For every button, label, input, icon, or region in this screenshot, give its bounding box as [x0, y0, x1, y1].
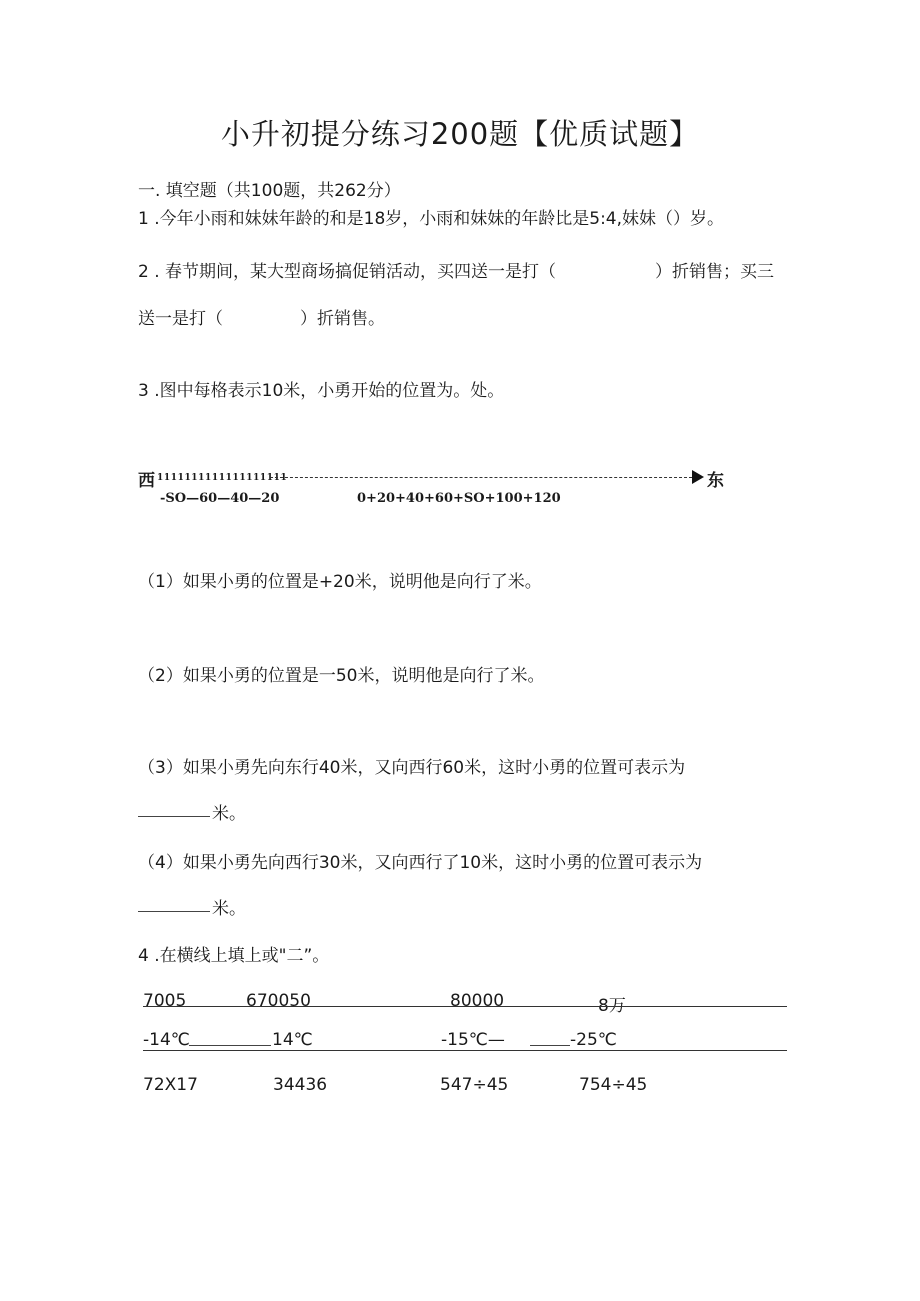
question-2-line1-b: ）折销售；买三 [655, 262, 774, 282]
page-title: 小升初提分练习200题【优质试题】 [220, 117, 700, 151]
question-3-sub1: （1）如果小勇的位置是+20米，说明他是向行了米。 [138, 572, 542, 592]
west-label: 西 [138, 471, 155, 491]
question-2-line2-b: ）折销售。 [300, 309, 385, 329]
compare-item: 34436 [273, 1075, 328, 1095]
compare-item: -14℃ [143, 1030, 190, 1050]
tick-marks: 1111111111111111111 [157, 473, 288, 483]
compare-item: 547÷45 [440, 1075, 509, 1095]
compare-item: 14℃ [272, 1030, 313, 1050]
answer-blank [138, 911, 210, 912]
compare-item: 72X17 [143, 1075, 198, 1095]
compare-item: 670050 [246, 991, 311, 1011]
compare-item: 8万 [598, 996, 626, 1016]
row-divider [143, 1006, 787, 1007]
compare-item: 80000 [450, 991, 505, 1011]
answer-blank [189, 1045, 271, 1046]
compare-item: 7005 [143, 991, 187, 1011]
question-2-line2-a: 送一是打（ [138, 309, 223, 329]
question-3: 3 .图中每格表示10米，小勇开始的位置为。处。 [138, 381, 505, 401]
question-4: 4 .在横线上填上或"二”。 [138, 946, 330, 966]
question-3-sub2: （2）如果小勇的位置是一50米，说明他是向行了米。 [138, 666, 545, 686]
question-3-sub4-tail: 米。 [212, 899, 246, 919]
section-header: 一. 填空题（共100题，共262分） [138, 181, 401, 201]
number-line [270, 477, 692, 478]
question-1: 1 .今年小雨和妹妹年龄的和是18岁，小雨和妹妹的年龄比是5:4,妹妹（）岁。 [138, 209, 725, 229]
compare-item: 754÷45 [579, 1075, 648, 1095]
compare-item: -15℃— [441, 1030, 505, 1050]
arrow-right-icon [692, 470, 704, 484]
question-2-line1-a: 2 . 春节期间，某大型商场搞促销活动，买四送一是打（ [138, 262, 557, 282]
question-3-sub3-tail: 米。 [212, 804, 246, 824]
question-3-sub3: （3）如果小勇先向东行40米，又向西行60米，这时小勇的位置可表示为 [138, 758, 686, 778]
number-line-labels-right: 0+20+40+60+SO+100+120 [357, 491, 561, 506]
compare-item: -25℃ [570, 1030, 617, 1050]
question-3-sub4: （4）如果小勇先向西行30米，又向西行了10米，这时小勇的位置可表示为 [138, 853, 703, 873]
row-divider [143, 1050, 787, 1051]
answer-blank [530, 1045, 570, 1046]
east-label: 东 [707, 471, 724, 491]
answer-blank [138, 816, 210, 817]
number-line-labels-left: -SO—60—40—20 [160, 491, 280, 506]
